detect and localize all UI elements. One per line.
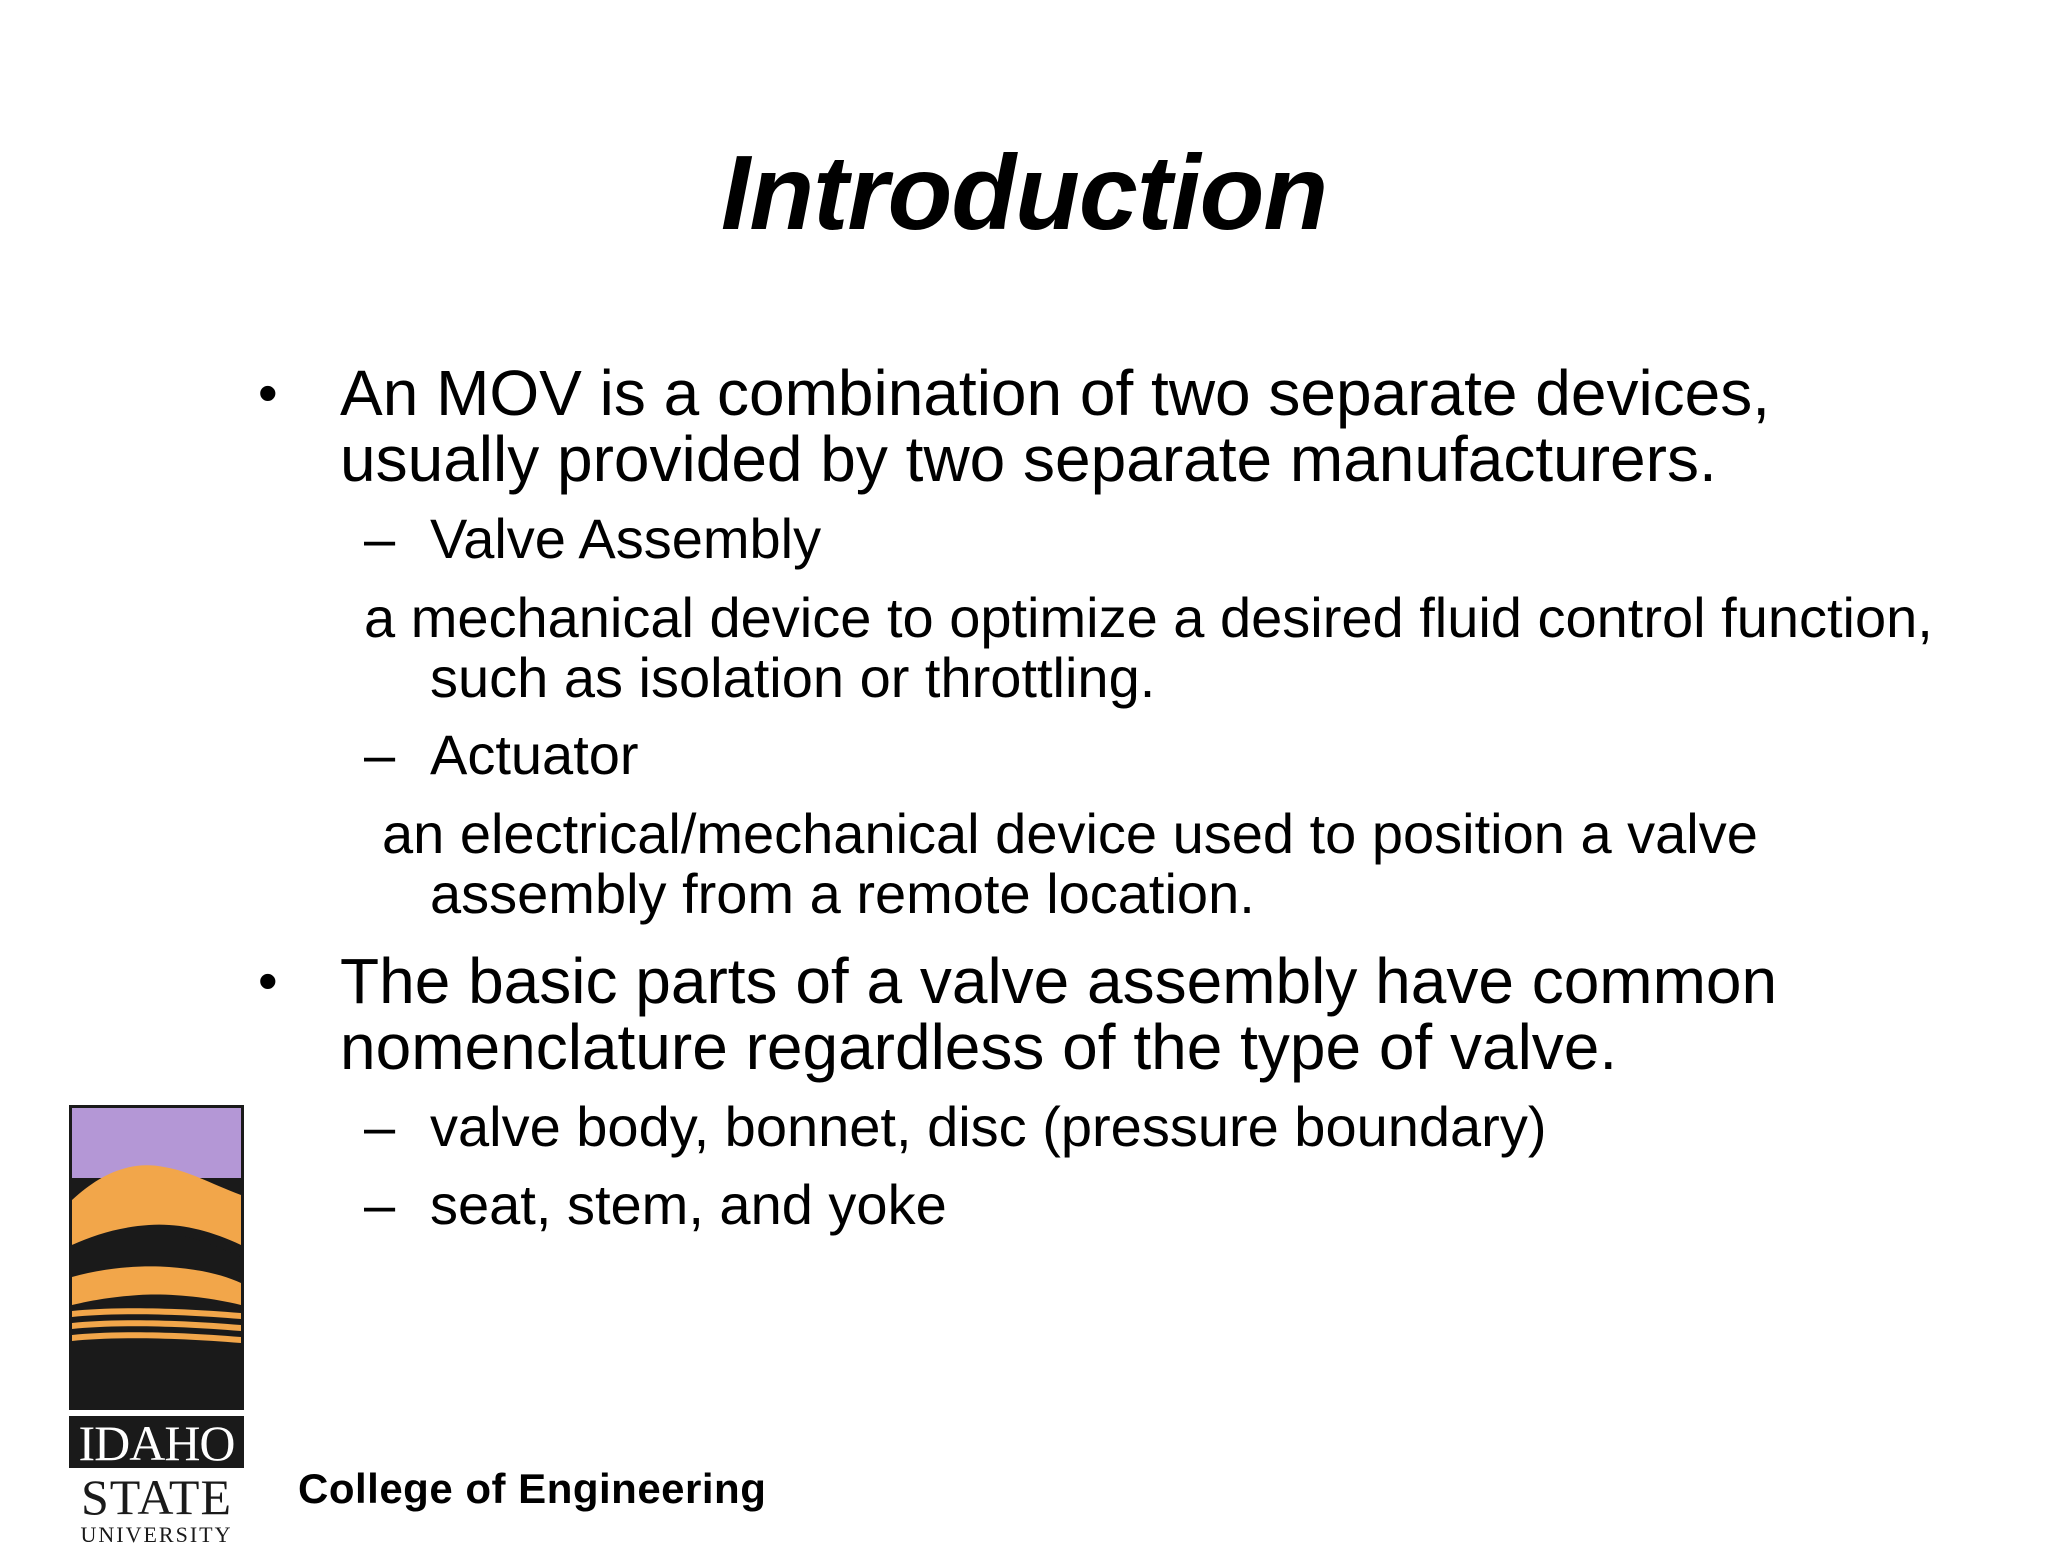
college-name: College of Engineering	[298, 1465, 767, 1512]
sub-item-description: an electrical/mechanical device used to position a valve assembly from a remote location.	[382, 802, 1758, 925]
mountain-landscape-icon	[69, 1105, 244, 1410]
dash-icon: –	[364, 1173, 396, 1236]
bullet-item	[256, 945, 1956, 1083]
sub-item-label: Valve Assembly	[430, 507, 822, 570]
dash-icon: –	[364, 1095, 396, 1158]
bullet-icon: •	[258, 361, 278, 424]
university-logo	[69, 1105, 244, 1546]
sub-item-label: Actuator	[430, 723, 639, 786]
bullet-icon: •	[258, 949, 278, 1012]
sub-item	[256, 724, 1956, 786]
dash-icon: –	[364, 507, 396, 570]
sub-item	[256, 508, 1956, 570]
logo-university-text: UNIVERSITY	[80, 1522, 233, 1547]
bullet-text: An MOV is a combination of two separate devices, usually provided by two separate manufacturers.	[340, 357, 1771, 495]
sub-item-label: seat, stem, and yoke	[430, 1173, 947, 1236]
sub-item-description: a mechanical device to optimize a desired fluid control function, such as isolation or throttling.	[364, 586, 1933, 709]
sub-item	[256, 1096, 1956, 1158]
bullet-item	[256, 357, 1956, 495]
logo-state-text: STATE	[81, 1469, 232, 1525]
slide-body	[256, 357, 1956, 1236]
dash-icon: –	[364, 723, 396, 786]
slide-title: Introduction	[720, 134, 1328, 252]
sub-item	[256, 1174, 1956, 1236]
bullet-text: The basic parts of a valve assembly have common nomenclature regardless of the type of valve.	[340, 945, 1778, 1083]
logo-idaho-text: IDAHO	[69, 1416, 244, 1468]
sub-item-label: valve body, bonnet, disc (pressure boundary)	[430, 1095, 1547, 1158]
